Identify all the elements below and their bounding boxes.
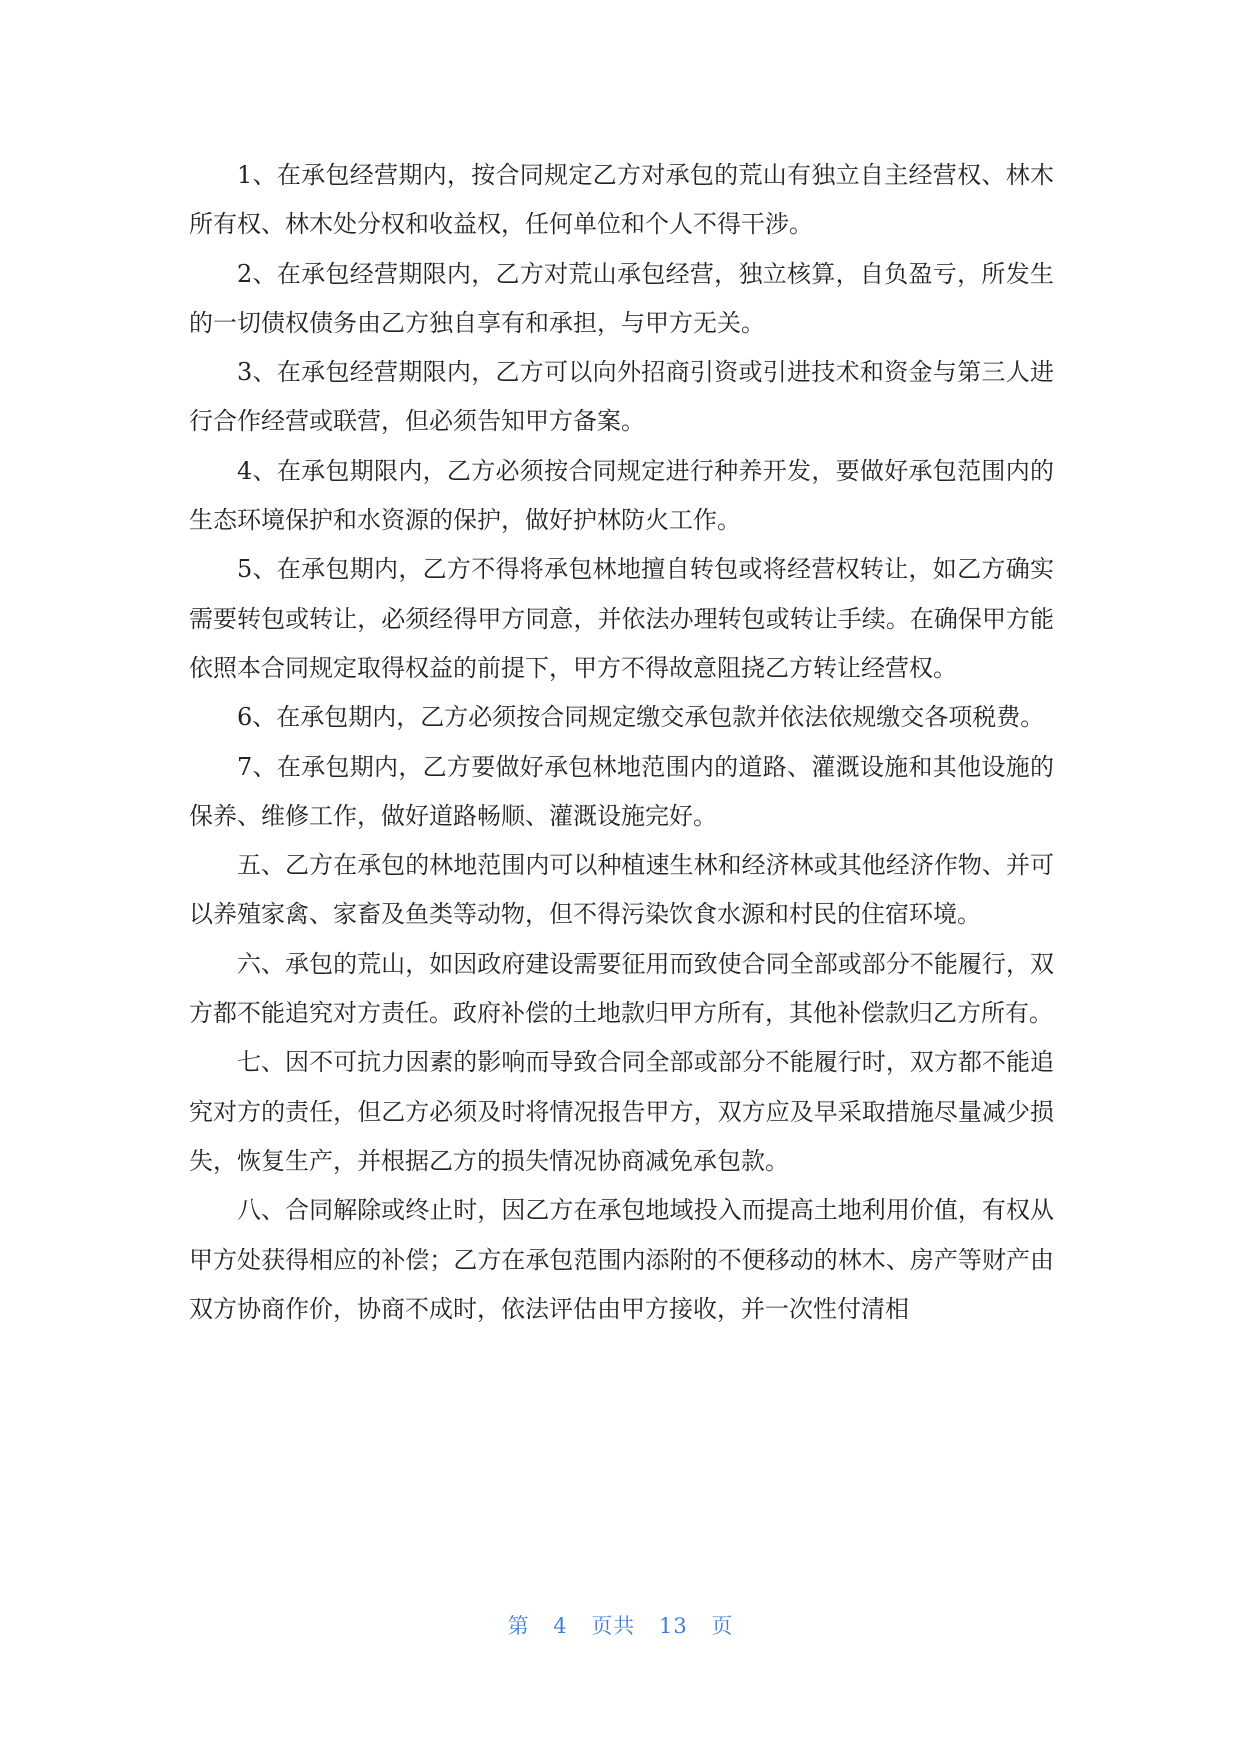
footer-page-suffix: 页 [711,1614,734,1638]
page-footer [0,1610,1241,1640]
paragraph-item-3: 3、在承包经营期限内，乙方可以向外招商引资或引进技术和资金与第三人进行合作经营或联营，但必须告知甲方备案。 [189,358,1054,436]
paragraph-item-4: 4、在承包期限内，乙方必须按合同规定进行种养开发，要做好承包范围内的生态环境保护和水资源的保护，做好护林防火工作。 [189,456,1054,535]
document-body [189,151,1054,1334]
footer-current-page: 4 [553,1614,568,1638]
paragraph-item-6: 6、在承包期内，乙方必须按合同规定缴交承包款并依法依规缴交各项税费。 [237,703,1045,732]
paragraph-clause-7: 七、因不可抗力因素的影响而导致合同全部或部分不能履行时，双方都不能追究对方的责任，但乙方必须及时将情况报告甲方，双方应及早采取措施尽量减少损失，恢复生产，并根据乙方的损失情况协商减免承包款。 [189,1048,1054,1175]
paragraph-clause-6: 六、承包的荒山，如因政府建设需要征用而致使合同全部或部分不能履行，双方都不能追究对方责任。政府补偿的土地款归甲方所有，其他补偿款归乙方所有。 [189,949,1054,1028]
paragraph-clause-5: 五、乙方在承包的林地范围内可以种植速生林和经济林或其他经济作物、并可以养殖家禽、家畜及鱼类等动物，但不得污染饮食水源和村民的住宿环境。 [189,851,1054,929]
footer-page-middle: 页共 [591,1614,636,1638]
paragraph-item-2: 2、在承包经营期限内，乙方对荒山承包经营，独立核算，自负盈亏，所发生的一切债权债务由乙方独自享有和承担，与甲方无关。 [189,259,1054,337]
footer-total-pages: 13 [659,1614,688,1638]
paragraph-item-7: 7、在承包期内，乙方要做好承包林地范围内的道路、灌溉设施和其他设施的保养、维修工作，做好道路畅顺、灌溉设施完好。 [189,752,1054,830]
paragraph-clause-8: 八、合同解除或终止时，因乙方在承包地域投入而提高土地利用价值，有权从甲方处获得相应的补偿；乙方在承包范围内添附的不便移动的林木、房产等财产由双方协商作价，协商不成时，依法评估由甲方接收，并一次性付清相 [189,1196,1054,1323]
paragraph-item-1: 1、在承包经营期内，按合同规定乙方对承包的荒山有独立自主经营权、林木所有权、林木处分权和收益权，任何单位和个人不得干涉。 [189,161,1054,239]
footer-page-prefix: 第 [507,1614,530,1638]
paragraph-item-5: 5、在承包期内，乙方不得将承包林地擅自转包或将经营权转让，如乙方确实需要转包或转让，必须经得甲方同意，并依法办理转包或转让手续。在确保甲方能依照本合同规定取得权益的前提下，甲方不得故意阻挠乙方转让经营权。 [189,555,1054,682]
